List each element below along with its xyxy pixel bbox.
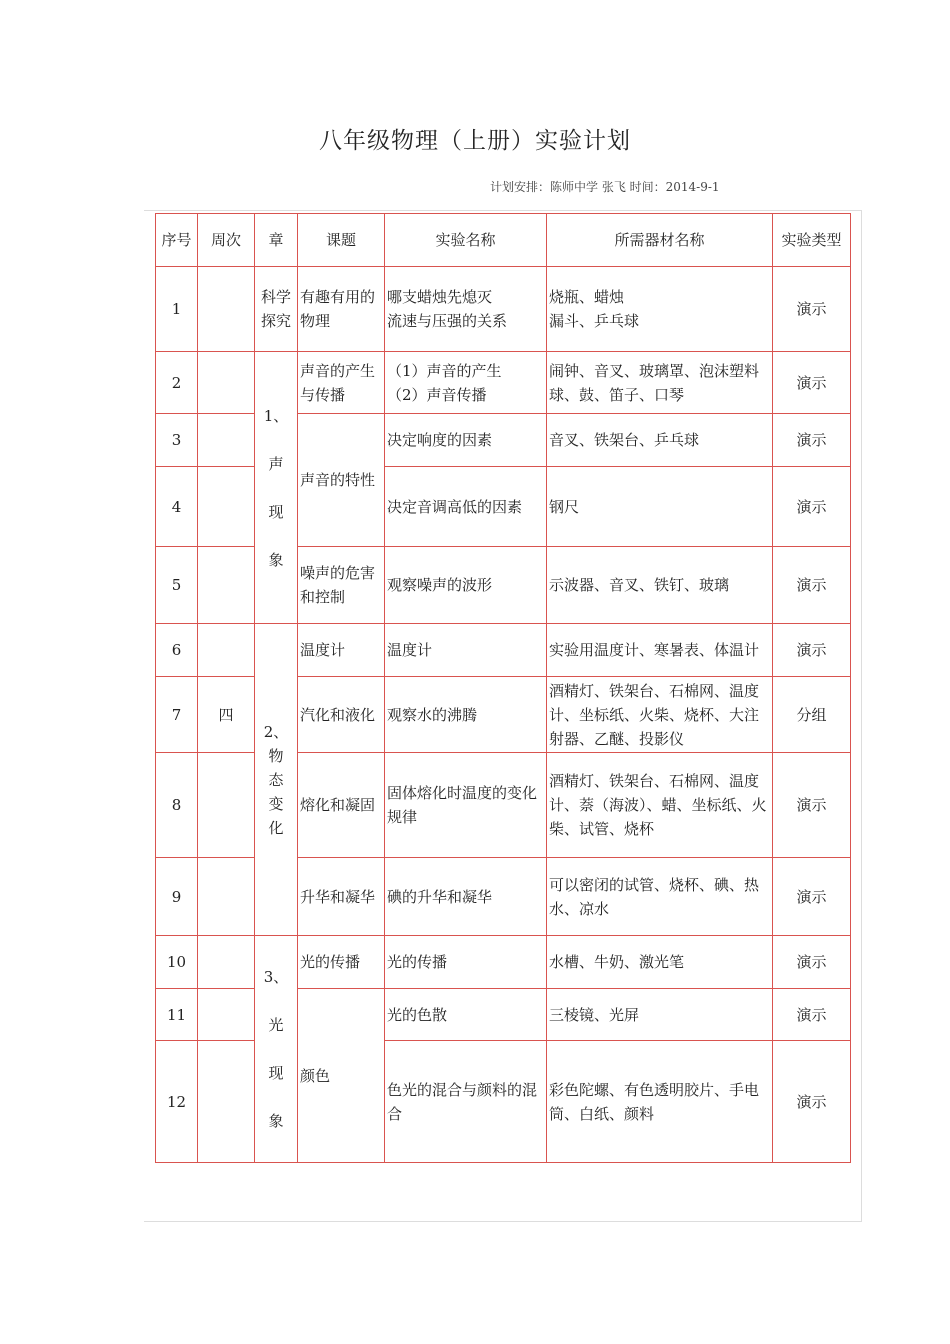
row-no: 12	[156, 1041, 198, 1163]
row-topic: 熔化和凝固	[298, 753, 385, 858]
header-topic: 课题	[298, 214, 385, 267]
row-type: 演示	[773, 753, 851, 858]
row-equipment: 三棱镜、光屏	[547, 989, 773, 1041]
row-topic: 噪声的危害和控制	[298, 547, 385, 624]
row-experiment: 决定响度的因素	[385, 414, 547, 467]
chapter-cell: 科学探究	[255, 267, 298, 352]
row-type: 演示	[773, 624, 851, 677]
row-topic: 声音的特性	[298, 414, 385, 547]
row-type: 分组	[773, 677, 851, 753]
row-experiment: 色光的混合与颜料的混合	[385, 1041, 547, 1163]
chapter-cell: 2、 物 态 变 化	[255, 624, 298, 936]
row-experiment: 光的色散	[385, 989, 547, 1041]
row-equipment: 烧瓶、蜡烛 漏斗、乒乓球	[547, 267, 773, 352]
row-equipment: 实验用温度计、寒暑表、体温计	[547, 624, 773, 677]
row-no: 11	[156, 989, 198, 1041]
row-experiment: 碘的升华和凝华	[385, 858, 547, 936]
row-topic: 升华和凝华	[298, 858, 385, 936]
row-equipment: 酒精灯、铁架台、石棉网、温度计、萘（海波）、蜡、坐标纸、火柴、试管、烧杯	[547, 753, 773, 858]
row-topic: 有趣有用的物理	[298, 267, 385, 352]
row-no: 5	[156, 547, 198, 624]
row-type: 演示	[773, 858, 851, 936]
header-week: 周次	[198, 214, 255, 267]
row-experiment: 光的传播	[385, 936, 547, 989]
row-week	[198, 467, 255, 547]
row-topic: 温度计	[298, 624, 385, 677]
row-no: 8	[156, 753, 198, 858]
row-week	[198, 624, 255, 677]
plan-info: 计划安排：陈师中学 张飞 时间：2014-9-1	[490, 180, 720, 194]
row-no: 10	[156, 936, 198, 989]
row-no: 2	[156, 352, 198, 414]
row-week: 四	[198, 677, 255, 753]
row-week	[198, 936, 255, 989]
experiment-table	[155, 213, 851, 1163]
row-type: 演示	[773, 1041, 851, 1163]
table-header-row	[156, 214, 851, 267]
row-equipment: 闹钟、音叉、玻璃罩、泡沫塑料球、鼓、笛子、口琴	[547, 352, 773, 414]
table-row	[156, 352, 851, 414]
row-week	[198, 858, 255, 936]
table-row	[156, 936, 851, 989]
row-type: 演示	[773, 936, 851, 989]
row-no: 1	[156, 267, 198, 352]
row-no: 9	[156, 858, 198, 936]
row-type: 演示	[773, 547, 851, 624]
row-topic: 颜色	[298, 989, 385, 1163]
header-type: 实验类型	[773, 214, 851, 267]
row-type: 演示	[773, 352, 851, 414]
row-equipment: 可以密闭的试管、烧杯、碘、热水、凉水	[547, 858, 773, 936]
row-experiment: （1）声音的产生 （2）声音传播	[385, 352, 547, 414]
row-equipment: 钢尺	[547, 467, 773, 547]
row-experiment: 观察噪声的波形	[385, 547, 547, 624]
row-week	[198, 547, 255, 624]
row-equipment: 水槽、牛奶、激光笔	[547, 936, 773, 989]
row-topic: 声音的产生与传播	[298, 352, 385, 414]
row-experiment: 观察水的沸腾	[385, 677, 547, 753]
row-week	[198, 352, 255, 414]
row-equipment: 酒精灯、铁架台、石棉网、温度计、坐标纸、火柴、烧杯、大注射器、乙醚、投影仪	[547, 677, 773, 753]
row-week	[198, 267, 255, 352]
row-topic: 光的传播	[298, 936, 385, 989]
row-experiment: 决定音调高低的因素	[385, 467, 547, 547]
header-no: 序号	[156, 214, 198, 267]
chapter-cell: 3、 光 现 象	[255, 936, 298, 1163]
row-experiment: 哪支蜡烛先熄灭 流速与压强的关系	[385, 267, 547, 352]
row-no: 3	[156, 414, 198, 467]
table-row	[156, 267, 851, 352]
row-no: 4	[156, 467, 198, 547]
row-equipment: 示波器、音叉、铁钉、玻璃	[547, 547, 773, 624]
row-week	[198, 989, 255, 1041]
row-type: 演示	[773, 414, 851, 467]
page-title: 八年级物理（上册）实验计划	[319, 128, 631, 154]
row-week	[198, 753, 255, 858]
row-no: 7	[156, 677, 198, 753]
row-experiment: 温度计	[385, 624, 547, 677]
row-type: 演示	[773, 989, 851, 1041]
row-no: 6	[156, 624, 198, 677]
header-experiment: 实验名称	[385, 214, 547, 267]
chapter-cell: 1、 声 现 象	[255, 352, 298, 624]
row-type: 演示	[773, 267, 851, 352]
row-week	[198, 1041, 255, 1163]
row-type: 演示	[773, 467, 851, 547]
header-chapter: 章	[255, 214, 298, 267]
row-experiment: 固体熔化时温度的变化规律	[385, 753, 547, 858]
header-equipment: 所需器材名称	[547, 214, 773, 267]
row-topic: 汽化和液化	[298, 677, 385, 753]
table-row	[156, 624, 851, 677]
row-week	[198, 414, 255, 467]
row-equipment: 音叉、铁架台、乒乓球	[547, 414, 773, 467]
row-equipment: 彩色陀螺、有色透明胶片、手电筒、白纸、颜料	[547, 1041, 773, 1163]
